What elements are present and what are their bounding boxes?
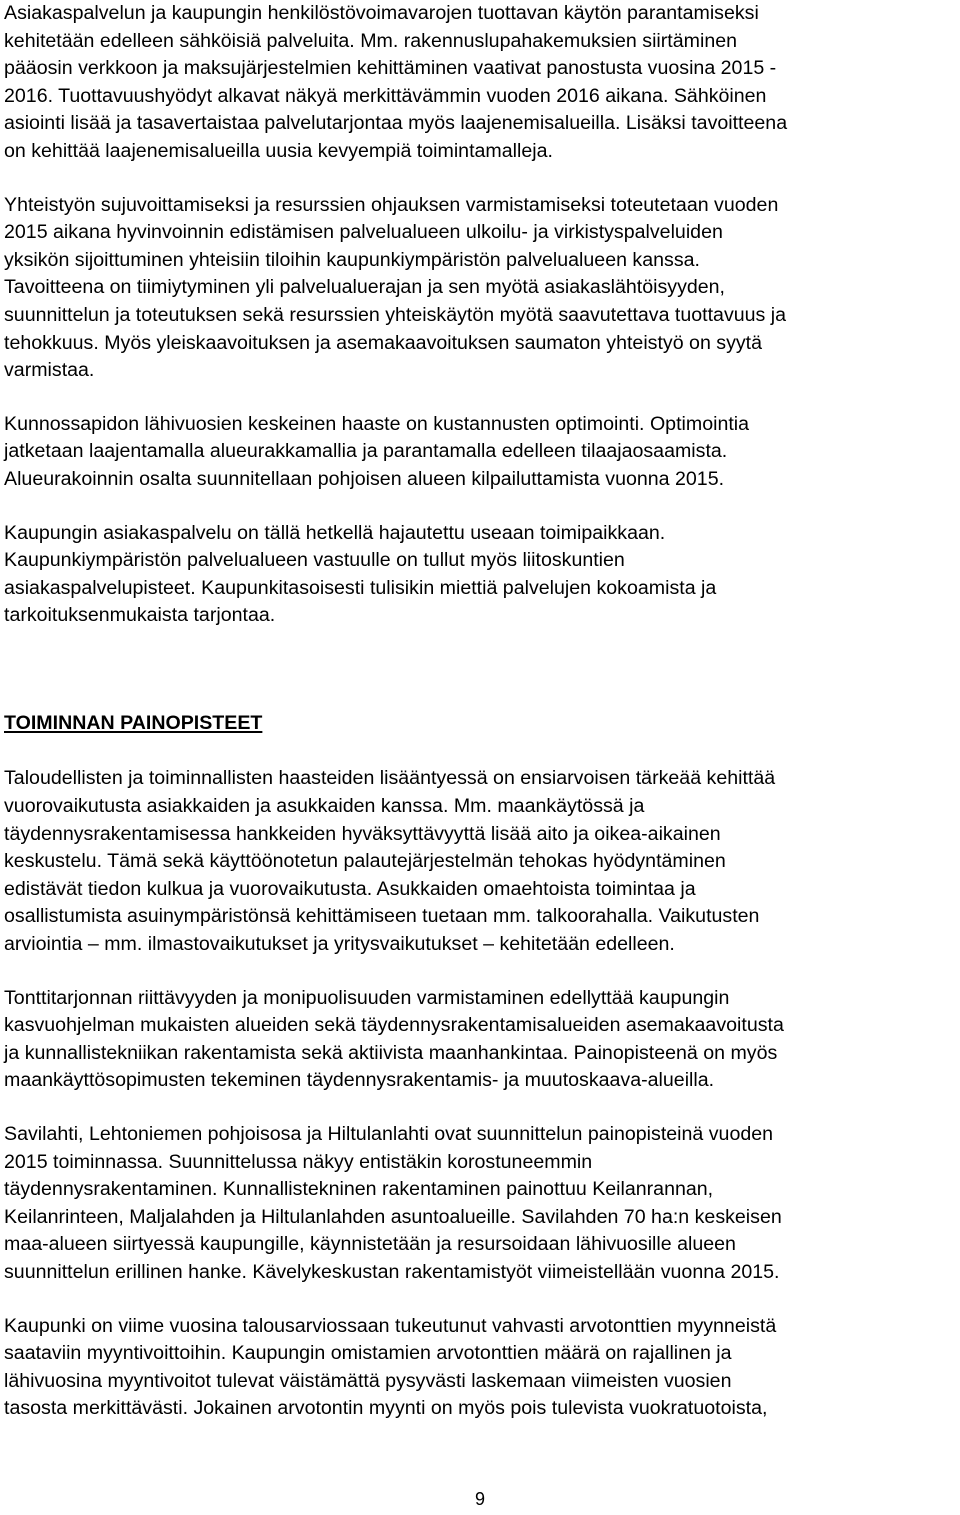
text-line: Kaupunki on viime vuosina talousarviossaan tukeutunut vahvasti arvotonttien myynneistä bbox=[4, 1314, 777, 1337]
paragraph-planning-focus bbox=[4, 1121, 954, 1287]
page-number: 9 bbox=[474, 1489, 485, 1509]
document-page bbox=[4, 0, 954, 1423]
text-line: tehokkuus. Myös yleiskaavoituksen ja asemakaavoituksen saumaton yhteistyö on syytä bbox=[4, 331, 763, 354]
text-line: varmistaa. bbox=[4, 359, 95, 382]
text-line: saataviin myyntivoittoihin. Kaupungin omistamien arvotonttien määrä on rajallinen ja bbox=[4, 1342, 732, 1365]
text-line: Asiakaspalvelun ja kaupungin henkilöstövoimavarojen tuottavan käytön parantamiseksi bbox=[4, 2, 759, 24]
text-line: lähivuosina myyntivoitot tulevat väistämättä pysyvästi laskemaan viimeisten vuosien bbox=[4, 1369, 732, 1392]
text-line: arviointia – mm. ilmastovaikutukset ja yritysvaikutukset – kehitetään edelleen. bbox=[4, 933, 675, 956]
paragraph-customer-service bbox=[4, 520, 954, 630]
text-line: osallistumista asuinympäristönsä kehittämiseen tuetaan mm. talkoorahalla. Vaikutusten bbox=[4, 905, 760, 928]
text-line: Alueurakoinnin osalta suunnitellaan pohjoisen alueen kilpailuttamista vuonna 2015. bbox=[4, 467, 725, 490]
paragraph-spacer bbox=[4, 385, 954, 411]
paragraph-maintenance bbox=[4, 411, 954, 494]
text-line: pääosin verkkoon ja maksujärjestelmien kehittäminen vaativat panostusta vuosina 2015 - bbox=[4, 57, 777, 80]
text-line: Tonttitarjonnan riittävyyden ja monipuolisuuden varmistaminen edellyttää kaupungin bbox=[4, 986, 730, 1009]
section-spacer bbox=[4, 630, 954, 710]
text-line: Kaupunkiympäristön palvelualueen vastuulle on tullut myös liitoskuntien bbox=[4, 549, 625, 572]
text-line: 2015 toiminnassa. Suunnittelussa näkyy entistäkin korostuneemmin bbox=[4, 1150, 593, 1173]
text-line: maa-alueen siirtyessä kaupungille, käynnistetään ja resursoidaan lähivuosille alueen bbox=[4, 1233, 736, 1256]
paragraph-spacer bbox=[4, 1095, 954, 1121]
paragraph-e-services bbox=[4, 0, 954, 166]
text-line: kehitetään edelleen sähköisiä palveluita. Mm. rakennuslupahakemuksien siirtäminen bbox=[4, 29, 738, 52]
text-line: suunnittelun erillinen hanke. Kävelykeskustan rakentamistyöt viimeistellään vuonna 2015. bbox=[4, 1260, 780, 1283]
text-line: Keilanrinteen, Maljalahden ja Hiltulanlahden asuntoalueille. Savilahden 70 ha:n keskeisen bbox=[4, 1205, 782, 1228]
text-line: keskustelu. Tämä sekä käyttöönotetun palautejärjestelmän tehokas hyödyntäminen bbox=[4, 850, 726, 873]
text-line: asiakaspalvelupisteet. Kaupunkitasoisesti tulisikin miettiä palvelujen kokoamista ja bbox=[4, 576, 717, 599]
paragraph-plot-supply bbox=[4, 985, 954, 1095]
paragraph-spacer bbox=[4, 959, 954, 985]
text-line: vuorovaikutusta asiakkaiden ja asukkaiden kanssa. Mm. maankäytössä ja bbox=[4, 795, 645, 818]
paragraph-spacer bbox=[4, 166, 954, 192]
text-line: edistävät tiedon kulkua ja vuorovaikutusta. Asukkaiden omaehtoista toimintaa ja bbox=[4, 877, 696, 900]
text-line: tasosta merkittävästi. Jokainen arvotontin myynti on myös pois tulevista vuokratuotoista, bbox=[4, 1397, 768, 1420]
text-line: ja kunnallistekniikan rakentamista sekä aktiivista maanhankintaa. Painopisteenä on myös bbox=[4, 1041, 778, 1064]
paragraph-spacer bbox=[4, 494, 954, 520]
text-line: asiointi lisää ja tasavertaistaa palvelutarjontaa myös laajenemisalueilla. Lisäksi tavoitteena bbox=[4, 112, 788, 135]
text-line: 2015 aikana hyvinvoinnin edistämisen palvelualueen ulkoilu- ja virkistyspalveluiden bbox=[4, 221, 723, 244]
text-line: yksikön sijoittuminen yhteisiin tiloihin kaupunkiympäristön palvelualueen kanssa. bbox=[4, 248, 700, 271]
text-line: 2016. Tuottavuushyödyt alkavat näkyä merkittävämmin vuoden 2016 aikana. Sähköinen bbox=[4, 84, 767, 107]
text-line: Yhteistyön sujuvoittamiseksi ja resurssien ohjauksen varmistamiseksi toteutetaan vuoden bbox=[4, 193, 779, 216]
text-line: täydennysrakentamisessa hankkeiden hyväksyttävyyttä lisää aito ja oikea-aikainen bbox=[4, 822, 721, 845]
text-line: suunnittelun ja toteutuksen sekä resurssien yhteiskäytön myötä saavutettava tuottavuus ja bbox=[4, 303, 787, 326]
paragraph-plot-sales bbox=[4, 1313, 954, 1423]
text-line: Taloudellisten ja toiminnallisten haasteiden lisääntyessä on ensiarvoisen tärkeää kehittää bbox=[4, 767, 776, 790]
text-line: kasvuohjelman mukaisten alueiden sekä täydennysrakentamisalueiden asemakaavoitusta bbox=[4, 1014, 784, 1037]
paragraph-cooperation bbox=[4, 192, 954, 385]
paragraph-spacer bbox=[4, 1287, 954, 1313]
paragraph-spacer bbox=[4, 737, 954, 765]
text-line: Kunnossapidon lähivuosien keskeinen haaste on kustannusten optimointi. Optimointia bbox=[4, 412, 750, 435]
text-line: Tavoitteena on tiimiytyminen yli palvelualuerajan ja sen myötä asiakaslähtöisyyden, bbox=[4, 276, 725, 299]
text-line: Kaupungin asiakaspalvelu on tällä hetkellä hajautettu useaan toimipaikkaan. bbox=[4, 521, 666, 544]
text-line: on kehittää laajenemisalueilla uusia kevyempiä toimintamalleja. bbox=[4, 139, 553, 162]
paragraph-interaction bbox=[4, 765, 954, 958]
text-line: Savilahti, Lehtoniemen pohjoisosa ja Hiltulanlahti ovat suunnittelun painopisteinä vuoden bbox=[4, 1123, 774, 1145]
text-line: jatketaan laajentamalla alueurakkamallia ja parantamalla edelleen tilaajaosaamista. bbox=[4, 440, 728, 463]
text-line: tarkoituksenmukaista tarjontaa. bbox=[4, 604, 276, 627]
section-heading: TOIMINNAN PAINOPISTEET bbox=[4, 711, 263, 734]
text-line: täydennysrakentaminen. Kunnallistekninen rakentaminen painottuu Keilanrannan, bbox=[4, 1178, 714, 1201]
text-line: maankäyttösopimusten tekeminen täydennysrakentamis- ja muutoskaava-alueilla. bbox=[4, 1069, 715, 1092]
